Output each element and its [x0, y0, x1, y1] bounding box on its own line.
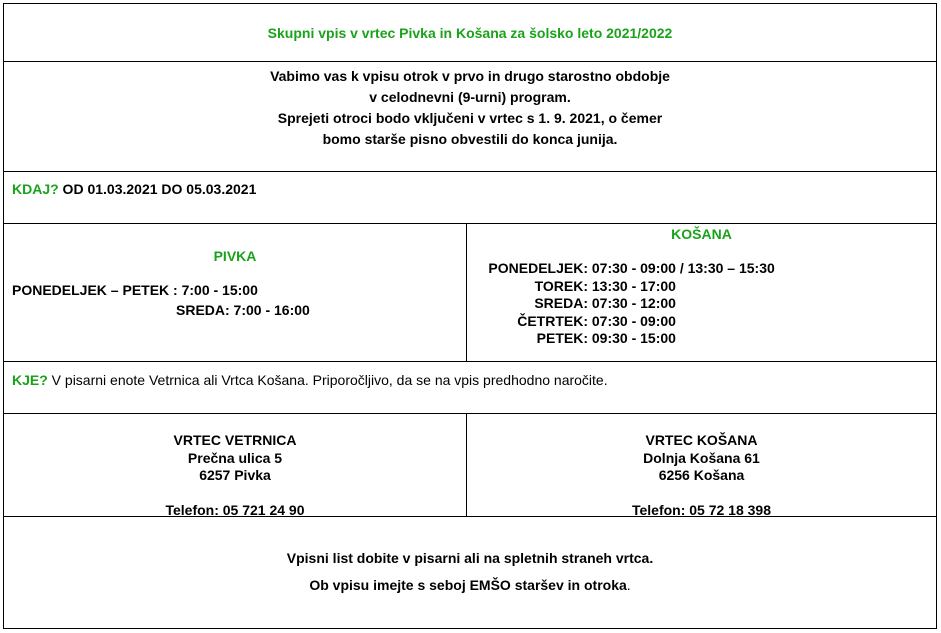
kosana-address — [467, 432, 936, 520]
schedule-time: 07:30 - 12:00 — [591, 295, 676, 311]
schedule-day: PETEK: — [536, 330, 588, 346]
intro-line: Vabimo vas k vpisu otrok v prvo in drugo starostno obdobje — [270, 68, 670, 84]
schedule-day: SREDA: — [534, 295, 588, 311]
when-dates: OD 01.03.2021 DO 05.03.2021 — [58, 181, 257, 197]
schedule-line — [478, 295, 775, 313]
title-row — [4, 4, 936, 62]
addresses-row — [4, 414, 936, 517]
footer-row — [4, 517, 936, 628]
footer-form-info: Vpisni list dobite v pisarni ali na spletnih straneh vrtca. — [286, 550, 654, 566]
schedule-line — [478, 313, 775, 331]
where-row — [4, 362, 936, 414]
pivka-hours-weekdays: PONEDELJEK – PETEK : 7:00 - 15:00 — [12, 282, 258, 298]
where-text — [12, 372, 608, 388]
where-label: KJE? — [12, 372, 48, 388]
street-address: Dolnja Košana 61 — [643, 449, 760, 466]
vetrnica-address — [4, 432, 466, 520]
when-label: KDAJ? — [12, 181, 59, 197]
intro-line: bomo starše pisno obvestili do konca junija. — [322, 131, 618, 147]
when-row — [4, 172, 936, 224]
street-address: Prečna ulica 5 — [187, 449, 283, 466]
postal-city: 6256 Košana — [658, 467, 745, 483]
phone-number: Telefon: 05 721 24 90 — [165, 502, 305, 518]
phone-number: Telefon: 05 72 18 398 — [631, 502, 772, 518]
intro-text — [4, 66, 936, 150]
schedule-time: 07:30 - 09:00 / 13:30 – 15:30 — [591, 260, 775, 276]
postal-city: 6257 Pivka — [199, 467, 271, 483]
schedule-line — [478, 278, 775, 296]
when-text — [12, 181, 256, 197]
schedule-day: TOREK: — [534, 277, 588, 294]
intro-row — [4, 62, 936, 172]
intro-line: v celodnevni (9-urni) program. — [369, 89, 571, 105]
footer-emso-info — [4, 577, 936, 593]
enrollment-notice-table — [3, 3, 937, 629]
intro-line: Sprejeti otroci bodo vključeni v vrtec s 1. 9. 2021, o čemer — [277, 110, 663, 126]
schedule-time: 07:30 - 09:00 — [591, 312, 676, 329]
notice-title: Skupni vpis v vrtec Pivka in Košana za šolsko leto 2021/2022 — [267, 25, 673, 41]
pivka-hours-wednesday: SREDA: 7:00 - 16:00 — [176, 302, 310, 318]
kosana-schedule — [478, 260, 775, 348]
schedule-line — [478, 260, 775, 278]
schedule-time: 13:30 - 17:00 — [591, 277, 676, 294]
schedule-time: 09:30 - 15:00 — [591, 330, 676, 346]
column-divider — [466, 224, 467, 361]
pivka-heading: PIVKA — [213, 248, 257, 264]
schedule-day: ČETRTEK: — [517, 312, 588, 329]
schedule-line — [478, 330, 775, 348]
footer-emso-text: Ob vpisu imejte s seboj EMŠO staršev in otroka — [309, 577, 627, 593]
schedule-day: PONEDELJEK: — [488, 260, 588, 276]
kindergarten-name: VRTEC KOŠANA — [645, 432, 758, 448]
hours-row — [4, 224, 936, 362]
kosana-heading: KOŠANA — [671, 226, 732, 242]
kindergarten-name: VRTEC VETRNICA — [173, 432, 297, 448]
where-description: V pisarni enote Vetrnica ali Vrtca Košana. Priporočljivo, da se na vpis predhodno naročite. — [47, 372, 608, 388]
footer-period: . — [626, 577, 631, 593]
